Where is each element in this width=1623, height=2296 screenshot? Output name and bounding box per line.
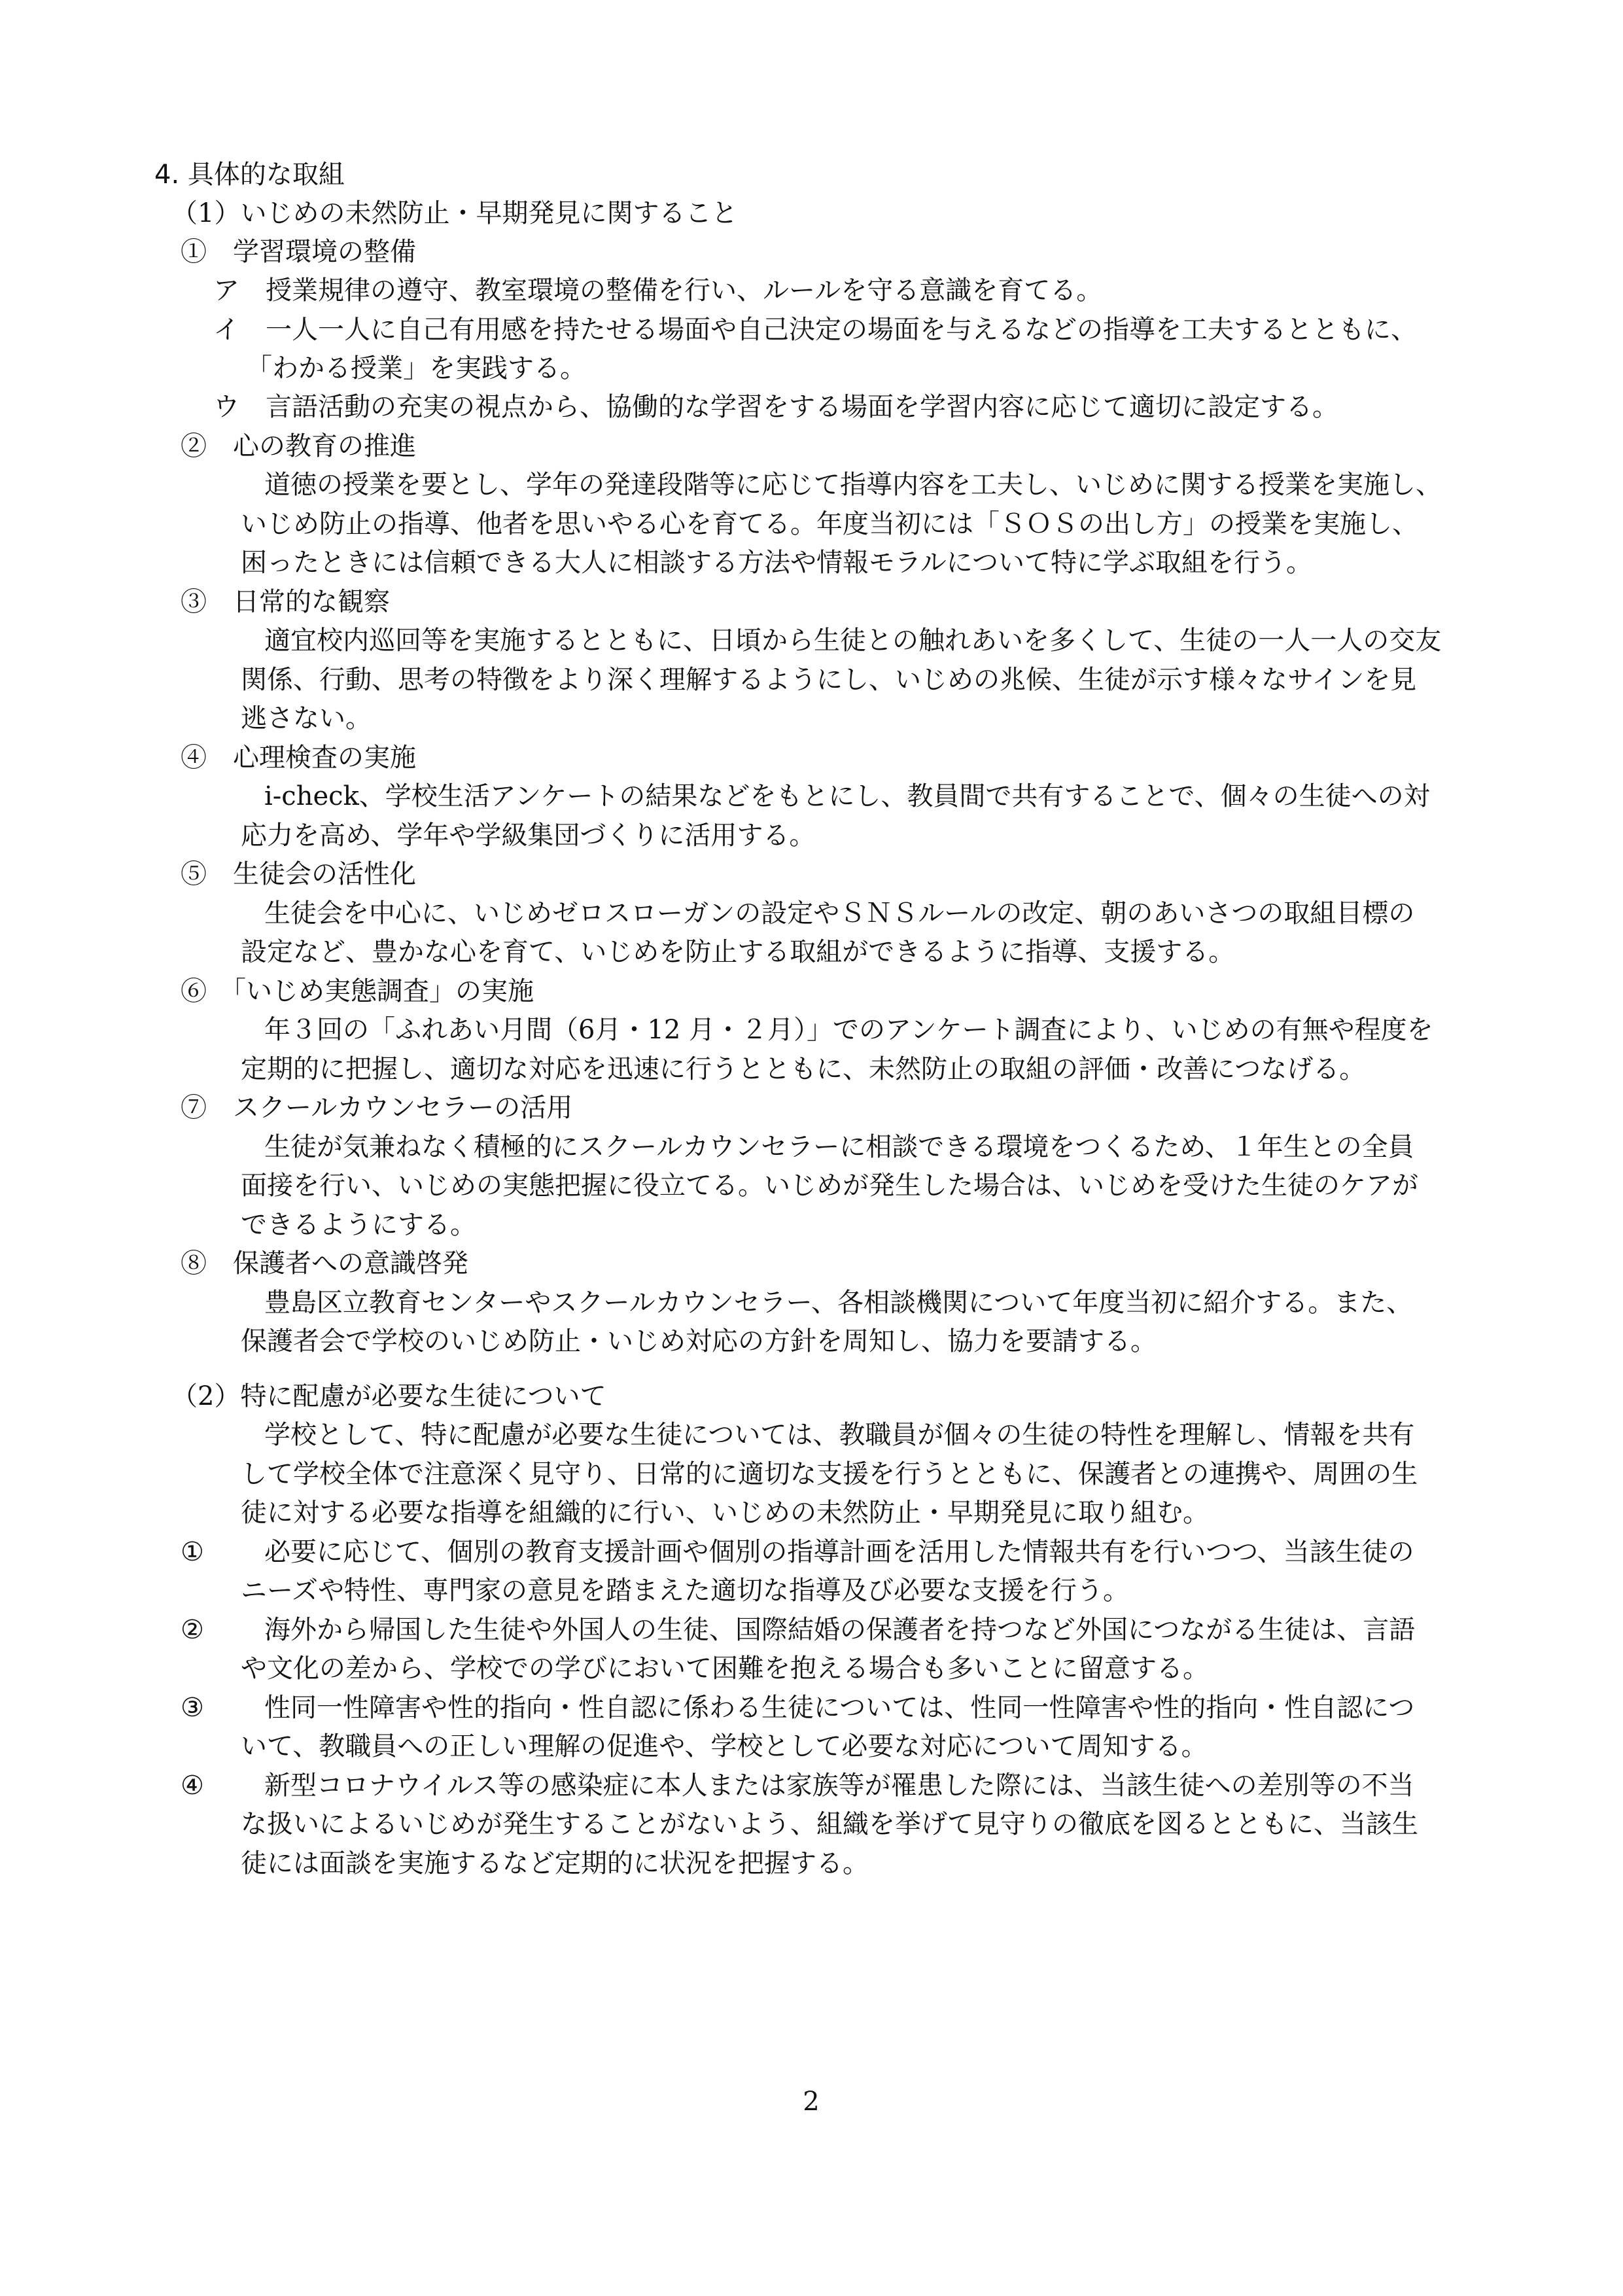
item-line: 道徳の授業を要とし、学年の発達段階等に応じて指導内容を工夫し、いじめに関する授業を実施し、 xyxy=(264,470,1442,500)
section-heading: 4. 具体的な取組 xyxy=(154,160,345,190)
item-line: 逃さない。 xyxy=(241,703,372,733)
item-line: 関係、行動、思考の特徴をより深く理解するようにし、いじめの兆候、生徒が示す様々なサインを見 xyxy=(241,665,1417,695)
subsection-title: （1）いじめの未然防止・早期発見に関すること xyxy=(171,198,738,228)
item-line: ア 授業規律の遵守、教室環境の整備を行い、ルールを守る意識を育てる。 xyxy=(213,275,1103,306)
page-number: 2 xyxy=(803,2087,820,2117)
item-line: 海外から帰国した生徒や外国人の生徒、国際結婚の保護者を持つなど外国につながる生徒は、言語 xyxy=(264,1615,1416,1645)
item-line: いじめ防止の指導、他者を思いやる心を育てる。年度当初には「ＳＯＳの出し方」の授業を実施し、 xyxy=(241,509,1418,539)
item-line: 新型コロナウイルス等の感染症に本人または家族等が罹患した際には、当該生徒への差別等の不当 xyxy=(264,1771,1414,1801)
intro-line: して学校全体で注意深く見守り、日常的に適切な支援を行うとともに、保護者との連携や、周囲の生 xyxy=(241,1459,1418,1489)
item-line: や文化の差から、学校での学びにおいて困難を抱える場合も多いことに留意する。 xyxy=(241,1653,1209,1684)
intro-line: 徒に対する必要な指導を組織的に行い、いじめの未然防止・早期発見に取り組む。 xyxy=(241,1498,1209,1528)
item-line: 定期的に把握し、適切な対応を迅速に行うとともに、未然防止の取組の評価・改善につなげる。 xyxy=(241,1054,1366,1084)
subsection-title: （2）特に配慮が必要な生徒について xyxy=(171,1381,606,1411)
item-title: ⑥ 「いじめ実態調査」の実施 xyxy=(181,976,534,1006)
item-line: 徒には面談を実施するなど定期的に状況を把握する。 xyxy=(241,1848,869,1879)
item-line: 設定など、豊かな心を育て、いじめを防止する取組ができるように指導、支援する。 xyxy=(241,937,1235,967)
item-line: 保護者会で学校のいじめ防止・いじめ対応の方針を周知し、協力を要請する。 xyxy=(241,1326,1157,1356)
intro-line: 学校として、特に配慮が必要な生徒については、教職員が個々の生徒の特性を理解し、情報を共有 xyxy=(264,1420,1415,1450)
item-line: できるようにする。 xyxy=(241,1210,476,1240)
item-number: ③ xyxy=(181,1693,204,1723)
item-line: 豊島区立教育センターやスクールカウンセラー、各相談機関について年度当初に紹介する。また、 xyxy=(264,1288,1413,1318)
item-line: イ 一人一人に自己有用感を持たせる場面や自己決定の場面を与えるなどの指導を工夫するとともに、 xyxy=(213,315,1417,345)
item-line: 年３回の「ふれあい月間（6月・12 月・２月）」でのアンケート調査により、いじめの有無や程度を xyxy=(264,1015,1433,1045)
item-number: ① xyxy=(181,1537,204,1567)
item-title: ⑦ スクールカウンセラーの活用 xyxy=(181,1093,573,1123)
item-line: 困ったときには信頼できる大人に相談する方法や情報モラルについて特に学ぶ取組を行う。 xyxy=(241,548,1312,578)
item-line: いて、教職員への正しい理解の促進や、学校として必要な対応について周知する。 xyxy=(241,1731,1208,1761)
item-line: 性同一性障害や性的指向・性自認に係わる生徒については、性同一性障害や性的指向・性自認につ xyxy=(264,1693,1415,1723)
item-line: i-check、学校生活アンケートの結果などをもとにし、教員間で共有することで、個々の生徒への対 xyxy=(264,781,1430,811)
item-line: ニーズや特性、専門家の意見を踏まえた適切な指導及び必要な支援を行う。 xyxy=(241,1576,1129,1606)
item-line: 生徒が気兼ねなく積極的にスクールカウンセラーに相談できる環境をつくるため、１年生との全員 xyxy=(264,1132,1414,1162)
item-title: ② 心の教育の推進 xyxy=(181,431,416,461)
item-line: 面接を行い、いじめの実態把握に役立てる。いじめが発生した場合は、いじめを受けた生徒のケアが xyxy=(241,1171,1418,1201)
item-line: 適宜校内巡回等を実施するとともに、日頃から生徒との触れあいを多くして、生徒の一人一人の交友 xyxy=(264,626,1442,656)
item-title: ⑤ 生徒会の活性化 xyxy=(181,859,416,889)
item-line: な扱いによるいじめが発生することがないよう、組織を挙げて見守りの徹底を図るとともに、当該生 xyxy=(241,1809,1418,1839)
item-line: 生徒会を中心に、いじめゼロスローガンの設定やＳＮＳルールの改定、朝のあいさつの取組目標の xyxy=(264,898,1415,928)
item-line: ウ 言語活動の充実の視点から、協働的な学習をする場面を学習内容に応じて適切に設定する。 xyxy=(213,392,1338,422)
item-title: ⑧ 保護者への意識啓発 xyxy=(181,1248,468,1279)
item-title: ④ 心理検査の実施 xyxy=(181,743,416,773)
item-line: 必要に応じて、個別の教育支援計画や個別の指導計画を活用した情報共有を行いつつ、当該生徒の xyxy=(264,1537,1414,1567)
item-line: 「わかる授業」を実践する。 xyxy=(246,353,586,383)
item-number: ② xyxy=(181,1615,204,1645)
item-title: ① 学習環境の整備 xyxy=(181,237,416,267)
item-line: 応力を高め、学年や学級集団づくりに活用する。 xyxy=(241,821,816,851)
item-number: ④ xyxy=(181,1771,204,1801)
item-title: ③ 日常的な観察 xyxy=(181,587,390,617)
